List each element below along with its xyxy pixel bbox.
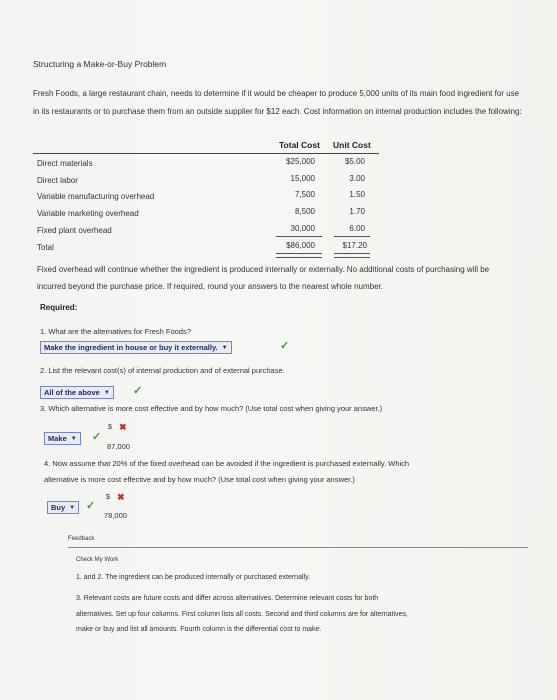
dropdown-arrow-icon: ▼ xyxy=(103,389,110,396)
row-unit: 3.00 xyxy=(349,174,365,183)
header-rule xyxy=(33,153,379,154)
row-label-total: Total xyxy=(37,243,54,252)
row-total: 7,500 xyxy=(294,190,315,199)
question-1: 1. What are the alternatives for Fresh Foods? xyxy=(40,327,191,336)
feedback-label: Feedback xyxy=(68,536,95,542)
q4-amount-input[interactable]: 78,000 xyxy=(104,511,127,520)
problem-intro: Fresh Foods, a large restaurant chain, needs to determine if it would be cheaper to produce 5,000 units of its main food ingredient for use in its restaurants or to purchase them from an outside supplier for $12 each. Cost information on internal production includes the following: xyxy=(33,89,522,116)
row-total: 30,000 xyxy=(290,224,315,233)
q4-incorrect-icon: ✖ xyxy=(117,492,125,502)
row-label: Direct materials xyxy=(37,159,93,168)
q4-check-icon: ✓ xyxy=(86,500,96,512)
total-double-underline xyxy=(276,253,322,258)
col-header-total: Total Cost xyxy=(279,140,320,150)
q4-answer-value: Buy xyxy=(51,503,66,512)
row-total: $25,000 xyxy=(286,157,315,166)
dropdown-arrow-icon: ▼ xyxy=(69,504,76,511)
q3-amount-input[interactable]: 87,000 xyxy=(107,442,130,451)
q2-answer-select[interactable] xyxy=(40,386,114,399)
row-label: Direct labor xyxy=(37,176,78,185)
feedback-rule xyxy=(68,547,528,548)
row-label: Fixed plant overhead xyxy=(37,226,112,235)
q4-answer-select[interactable] xyxy=(47,501,79,514)
row-total-sum: $86,000 xyxy=(286,241,315,250)
feedback-item-1: 1. and 2. The ingredient can be produced internally or purchased externally. xyxy=(76,574,311,581)
feedback-heading: Check My Work xyxy=(76,557,119,563)
q3-answer-select[interactable] xyxy=(44,432,81,445)
row-label: Variable marketing overhead xyxy=(37,209,139,218)
q1-answer-select[interactable] xyxy=(40,341,232,354)
required-heading: Required: xyxy=(40,303,78,312)
row-unit: 1.50 xyxy=(349,190,365,199)
row-unit: 6.00 xyxy=(349,224,365,233)
row-total: 15,000 xyxy=(290,174,315,183)
q1-check-icon: ✓ xyxy=(280,340,290,352)
feedback-item-3-line-1: 3. Relevant costs are future costs and differ across alternatives. Determine relevant costs for both xyxy=(76,595,379,602)
row-unit: $5.00 xyxy=(344,157,365,166)
q4-dollar-sign: $ xyxy=(106,494,110,501)
q2-answer-value: All of the above xyxy=(44,388,100,397)
question-4-line-1: 4. Now assume that 20% of the fixed overhead can be avoided if the ingredient is purchased externally. Which xyxy=(44,459,410,468)
question-3: 3. Which alternative is more cost effective and by how much? (Use total cost when giving your answer.) xyxy=(40,404,383,413)
q2-check-icon: ✓ xyxy=(133,385,143,397)
unit-underline xyxy=(334,236,370,237)
row-label: Variable manufacturing overhead xyxy=(37,192,155,201)
feedback-item-3-line-2: alternatives. Set up four columns. First column lists all costs. Second and third columns are for alternatives, xyxy=(76,611,408,618)
question-2: 2. List the relevant cost(s) of internal production and of external purchase. xyxy=(40,366,285,375)
q3-check-icon: ✓ xyxy=(92,431,102,443)
total-underline xyxy=(276,236,322,237)
row-unit-sum: $17.20 xyxy=(342,241,367,250)
problem-title: Structuring a Make-or-Buy Problem xyxy=(33,59,167,69)
q3-dollar-sign: $ xyxy=(108,424,112,431)
unit-double-underline xyxy=(334,253,370,258)
dropdown-arrow-icon: ▼ xyxy=(70,435,77,442)
q3-incorrect-icon: ✖ xyxy=(119,422,127,432)
dropdown-arrow-icon: ▼ xyxy=(221,344,228,351)
q3-answer-value: Make xyxy=(48,434,67,443)
feedback-item-3-line-3: make or buy and list all amounts. Fourth column is the differential cost to make. xyxy=(76,626,322,633)
q1-answer-value: Make the ingredient in house or buy it externally. xyxy=(44,343,218,352)
col-header-unit: Unit Cost xyxy=(333,140,371,150)
fixed-overhead-note: Fixed overhead will continue whether the ingredient is produced internally or externally. No additional costs of purchasing will be incurred beyond the purchase price. If required, round your answers to the nearest whole number. xyxy=(37,265,490,291)
question-4-line-2: alternative is more cost effective and by how much? (Use total cost when giving your answer.) xyxy=(44,475,355,484)
row-total: 8,500 xyxy=(294,207,315,216)
row-unit: 1.70 xyxy=(349,207,365,216)
